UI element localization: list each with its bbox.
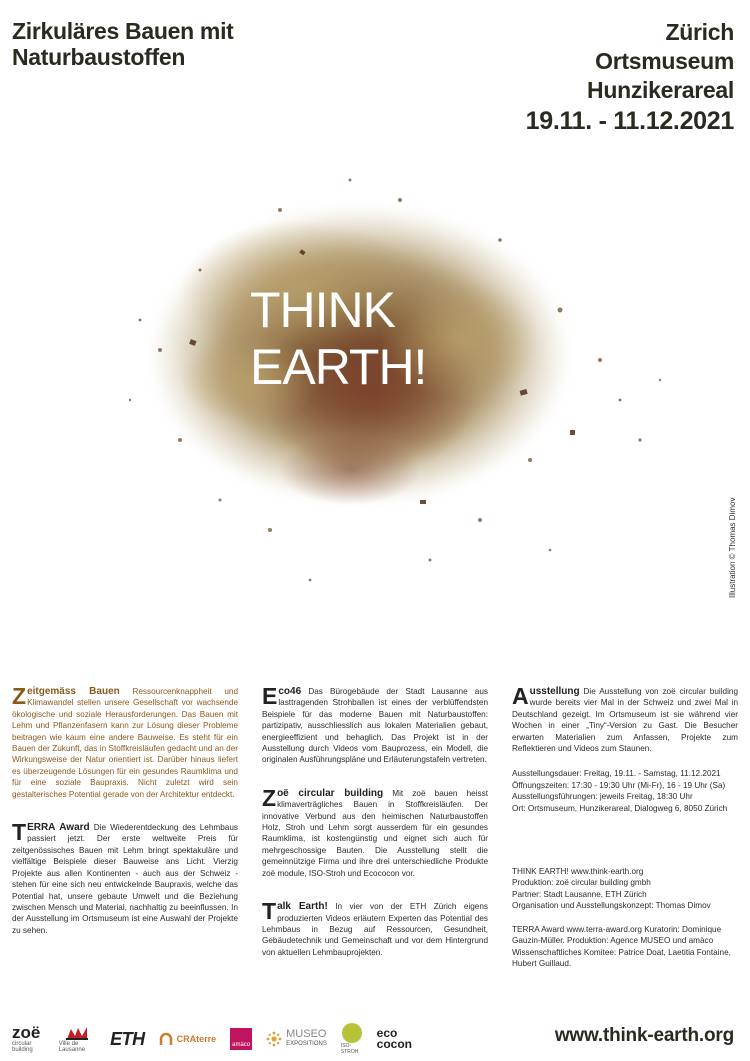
credit-line: Partner: Stadt Lausanne, ETH Zürich — [512, 889, 647, 899]
section-zeitgemass — [12, 683, 239, 800]
column-middle — [262, 683, 488, 980]
credit-line: Gauzin-Müller. Produktion: Agence MUSEO und amàco — [512, 936, 714, 946]
craterre-arch-icon — [159, 1032, 173, 1046]
logo-zoe-text: zoë — [12, 1023, 41, 1042]
section-body: In vier von der ETH Zürich eigens produzierten Videos erläutern Experten das Potential des Lehmbaus in Bezug auf Ressourcen, Gesundheit, Gebäudetechnik und Gemeinschaft und vor dem Hintergrund von aktuellen Lehmbauprojekten. — [262, 902, 488, 957]
section-lead: ERRA Award — [27, 822, 90, 834]
hero-headline-line2: EARTH! — [250, 339, 427, 395]
detail-location: Ort: Ortsmuseum, Hunzikerareal, Dialogweg 6, 8050 Zürich — [512, 803, 728, 813]
logo-amaco-text: amàco — [230, 1028, 252, 1050]
section-lead: co46 — [278, 686, 302, 697]
dropcap: Z — [12, 683, 27, 709]
logo-amaco — [230, 1028, 252, 1050]
website-url[interactable]: www.think-earth.org — [554, 1025, 734, 1046]
detail-duration: Ausstellungsdauer: Freitag, 19.11. - Samstag, 11.12.2021 — [512, 769, 721, 779]
logo-craterre-text: CRAterre — [176, 1034, 217, 1044]
museo-sun-icon — [266, 1031, 282, 1047]
logo-museo-text: MUSEO — [286, 1028, 327, 1040]
credit-line: Organisation und Ausstellungskonzept: Thomas Dimov — [512, 901, 711, 911]
exhibition-details — [512, 768, 738, 814]
credit-line: Produktion: zoë circular building gmbh — [512, 878, 651, 888]
section-terra-award — [12, 819, 238, 936]
poster-title-line2: Naturbaustoffen — [12, 44, 186, 70]
section-lead: usstellung — [529, 686, 580, 697]
venue-city: Zürich — [665, 19, 734, 45]
credit-line: THINK EARTH! www.think-earth.org — [512, 867, 644, 877]
logo-zoe — [12, 1025, 45, 1053]
logo-craterre — [159, 1032, 217, 1046]
section-body: Mit zoë bauen heisst klimaverträgliches Bauen in Stoffkreisläufen. Der innovative Verbund aus den heimischen Naturbaustoffen Holz, Stroh und Lehm sorgt ausserdem für ein gesundes Raumklima, ist kostengünstig und eignet sich auch für mehrgeschossige Bauten. Die Ausstellung stellt die gemeinnützige Firma und ihre drei unterschiedliche Produkte zoë module, ISO-Stroh und Ecococon vor. — [262, 788, 488, 878]
section-lead: alk Earth! — [277, 901, 328, 913]
detail-tours: Ausstellungsführungen: jeweils Freitag, 18:30 Uhr — [512, 792, 693, 802]
illustration-credit-text: Illustration © Thomas Dimov — [728, 497, 737, 598]
dropcap: T — [262, 898, 277, 925]
logo-lausanne-text: Ville de Lausanne — [58, 1040, 86, 1053]
logo-eth-text: ETH — [110, 1028, 145, 1049]
venue-name: Ortsmuseum — [595, 48, 734, 74]
dropcap: T — [12, 819, 27, 846]
venue-area: Hunzikerareal — [587, 77, 734, 103]
lausanne-crest-icon — [66, 1026, 88, 1040]
venue-block — [404, 18, 734, 137]
logo-cocon-text: cocon — [376, 1037, 412, 1051]
isostroh-circle-icon — [342, 1023, 362, 1043]
logo-museo-sub: EXPOSITIONS — [286, 1041, 327, 1047]
dropcap: A — [512, 683, 529, 709]
dropcap: E — [262, 683, 278, 709]
dropcap: Z — [262, 784, 277, 811]
section-talk-earth — [262, 898, 488, 958]
logo-lausanne — [59, 1026, 96, 1053]
section-body: Die Wiederentdeckung des Lehmbaus passiert jetzt. Der erste weltweite Preis für zeitgenössisches Bauen mit Lehm bringt spektakuläre und vielfältige Beispiele dieser Bauweise ans Licht. Vierzig Projekte aus allen Kontinenten - auch aus der Schweiz - stehen für eine sich neu entwickelnde Baupraxis, welche das Potential hat, unsere gebaute Umwelt und die Beziehung zwischen Mensch und Material, nachhaltig zu beeinflussen. In der Ausstellung im Ortsmuseum ist eine Auswahl der Projekte zu sehen. — [12, 823, 238, 935]
poster-title — [12, 18, 332, 70]
logo-isostroh — [341, 1023, 363, 1055]
logo-ecococon — [377, 1028, 412, 1050]
section-zoe — [262, 784, 488, 879]
logo-isostroh-text: ISO-STROH — [340, 1043, 359, 1055]
credit-line: TERRA Award www.terra-award.org Kuratorin: Dominique — [512, 924, 722, 934]
detail-opening-hours: Öffnungszeiten: 17:30 - 19:30 Uhr (Mi-Fr), 16 - 19 Uhr (Sa) — [512, 780, 726, 790]
exhibition-dates: 19.11. - 11.12.2021 — [525, 107, 734, 135]
logo-eth — [110, 1029, 145, 1050]
logo-museo — [266, 1029, 327, 1049]
section-lead: eitgemäss Bauen — [27, 686, 120, 697]
section-body: Ressourcenknappheit und Klimawandel stellen unsere Gesellschaft vor wachsende ökologische und soziale Herausforderungen. Das Bauen mit Lehm und Pflanzenfasern kann zur Lösung dieser Probleme beitragen wie kaum eine andere Bauweise. Es steht für ein Bauen der Zukunft, das in Stoffkreisläufen gedacht und an der Wirkungsweise der Natur orientiert ist. Darüber hinaus liefert es überzeugende Lösungen für ein gesundes Raumklima und für eine soziale Baupraxis. Nicht zuletzt wird sein gestalterisches Potential gerade von der Architektur entdeckt. — [12, 687, 239, 799]
section-body: Das Bürogebäude der Stadt Lausanne aus lasttragenden Strohballen ist eines der verblüffendsten Beispiele für das moderne Bauen mit Naturbaustoffen: partizipativ, ausschliesslich aus lokalen Materialien gebaut, energieeffizient und behaglich. Das Projekt ist in der Ausstellung durch Videos vom Bauprozess, ein Modell, die originalen Ausführungspläne und Erläuterungstafeln vertreten. — [262, 687, 488, 765]
hero-headline — [250, 282, 490, 396]
section-lead: oë circular building — [277, 787, 384, 799]
section-eco46 — [262, 683, 488, 766]
illustration-credit — [728, 498, 740, 598]
partner-logos — [12, 1024, 412, 1054]
logo-eco-text: eco — [376, 1026, 398, 1040]
poster-title-line1: Zirkuläres Bauen mit — [12, 18, 234, 44]
section-ausstellung — [512, 683, 739, 754]
production-credits — [512, 866, 738, 969]
credit-line: Hubert Guillaud. — [512, 958, 572, 968]
credit-line: Wissenschaftliches Komitee: Patrice Doat, Laetitia Fontaine, — [512, 947, 731, 957]
column-right — [512, 683, 739, 981]
hero-headline-line1: THINK — [250, 282, 395, 338]
logo-zoe-sub: circular building — [12, 1041, 33, 1053]
logo-museo-label — [286, 1029, 327, 1049]
column-left — [12, 683, 239, 958]
section-body: Die Ausstellung von zoë circular building wurde bereits vier Mal in der Schweiz und zwei Mal in Deutschland gezeigt. Im Ortsmuseum ist sie während vier Wochen in einer „Tiny“-Version zu Gast. Die Besucher erwarten Materialien zum Anfassen, Projekte zum Reflektieren und Videos zum Staunen. — [512, 687, 739, 754]
